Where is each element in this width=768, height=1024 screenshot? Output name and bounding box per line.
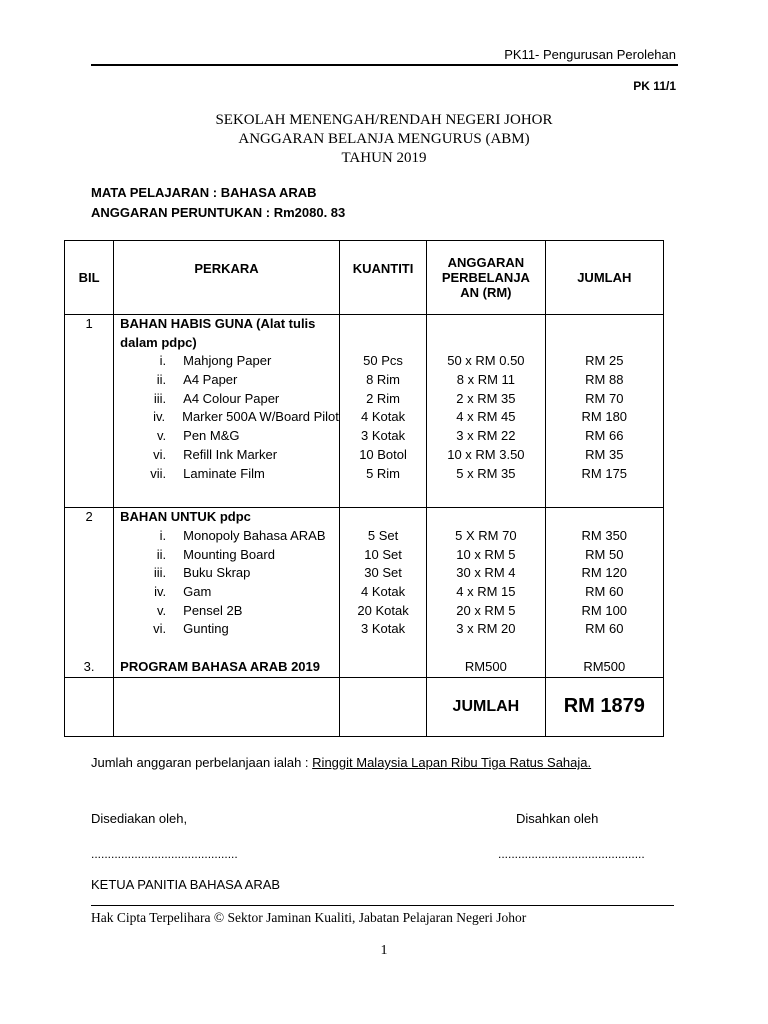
list-item xyxy=(120,352,339,371)
approved-by-label: Disahkan oleh xyxy=(516,811,599,826)
item-name: A4 Paper xyxy=(183,372,238,388)
approved-signature-line: ............................................ xyxy=(498,847,645,861)
section-2-total-cell xyxy=(545,508,663,677)
item-estimate: 3 x RM 20 xyxy=(456,621,516,637)
section-1-total-cell xyxy=(545,315,663,508)
item-name: Laminate Film xyxy=(183,465,265,481)
item-quantity: 30 Set xyxy=(364,565,402,581)
budget-statement xyxy=(91,755,591,770)
item-estimate: 10 x RM 5 xyxy=(456,546,516,562)
total-empty-kuantiti xyxy=(339,677,426,736)
list-item xyxy=(120,527,339,546)
section-1-title-line-1: BAHAN HABIS GUNA (Alat tulis xyxy=(120,316,316,331)
list-item xyxy=(120,620,339,639)
header-text: PK11- Pengurusan Perolehan xyxy=(504,47,676,62)
item-quantity: 4 Kotak xyxy=(361,409,406,425)
item-numeral: ii. xyxy=(156,546,167,562)
item-estimate: 5 X RM 70 xyxy=(455,527,517,543)
item-estimate: 4 x RM 15 xyxy=(456,583,516,599)
list-item xyxy=(120,583,339,602)
program-total: RM500 xyxy=(583,658,626,674)
header-jumlah: JUMLAH xyxy=(545,241,663,315)
section-1-qty-cell xyxy=(339,315,426,508)
title-line-1: SEKOLAH MENENGAH/RENDAH NEGERI JOHOR xyxy=(215,112,553,128)
item-estimate: 10 x RM 3.50 xyxy=(447,446,525,462)
list-item xyxy=(120,446,339,465)
section-2-qty-cell xyxy=(339,508,426,677)
header-rule xyxy=(91,64,678,66)
header-perkara-label: PERKARA xyxy=(194,261,259,276)
program-estimate: RM500 xyxy=(464,658,507,674)
item-quantity: 8 Rim xyxy=(366,372,401,388)
subject-label: MATA PELAJARAN : BAHASA ARAB xyxy=(91,185,317,200)
total-empty-bil xyxy=(65,677,114,736)
item-estimate: 4 x RM 45 xyxy=(456,409,516,425)
header-kuantiti xyxy=(339,241,426,315)
item-name: Marker 500A W/Board Pilot xyxy=(182,409,339,425)
item-name: Mahjong Paper xyxy=(183,353,272,369)
item-total: RM 88 xyxy=(585,372,624,388)
list-item xyxy=(120,602,339,621)
header-anggaran xyxy=(427,241,545,315)
item-numeral: iv. xyxy=(154,583,167,599)
item-estimate: 2 x RM 35 xyxy=(456,390,516,406)
budget-table xyxy=(64,240,664,737)
prepared-by-label: Disediakan oleh, xyxy=(91,811,188,826)
item-estimate: 30 x RM 4 xyxy=(456,565,516,581)
item-numeral: i. xyxy=(159,353,167,369)
list-item xyxy=(120,546,339,565)
footer-rule xyxy=(91,905,674,906)
statement-prefix: Jumlah anggaran perbelanjaan ialah : xyxy=(91,755,313,770)
document-code: PK 11/1 xyxy=(633,79,676,93)
item-name: A4 Colour Paper xyxy=(183,390,280,406)
item-numeral: iii. xyxy=(153,565,167,581)
list-item xyxy=(120,371,339,390)
section-1-title-line-2: dalam pdpc) xyxy=(120,334,197,350)
item-numeral: v. xyxy=(157,428,167,444)
item-numeral: iii. xyxy=(153,390,167,406)
item-estimate: 8 x RM 11 xyxy=(456,372,516,388)
list-item xyxy=(120,564,339,583)
section-2-estimate-cell xyxy=(427,508,545,677)
statement-amount-words: Ringgit Malaysia Lapan Ribu Tiga Ratus Sahaja. xyxy=(312,755,592,770)
header-perkara xyxy=(114,241,340,315)
page-number: 1 xyxy=(380,943,388,958)
header-anggaran-line1: ANGGARAN xyxy=(447,255,525,270)
item-numeral: v. xyxy=(157,602,167,618)
copyright-notice: Hak Cipta Terpelihara © Sektor Jaminan Kualiti, Jabatan Pelajaran Negeri Johor xyxy=(91,910,527,925)
item-estimate: 3 x RM 22 xyxy=(456,428,516,444)
item-name: Pen M&G xyxy=(183,428,240,444)
section-1-estimate-cell xyxy=(427,315,545,508)
item-quantity: 5 Rim xyxy=(366,465,401,481)
item-total: RM 180 xyxy=(581,409,628,425)
header-anggaran-line3: AN (RM) xyxy=(460,285,512,300)
item-numeral: ii. xyxy=(156,372,167,388)
item-name: Pensel 2B xyxy=(183,602,243,618)
allocation-label: ANGGARAN PERUNTUKAN : Rm2080. 83 xyxy=(91,205,346,220)
item-name: Refill Ink Marker xyxy=(183,446,278,462)
item-quantity: 3 Kotak xyxy=(361,428,406,444)
item-quantity: 10 Botol xyxy=(359,446,407,462)
total-label: JUMLAH xyxy=(427,677,545,736)
section-1-number-cell xyxy=(65,315,114,508)
item-numeral: i. xyxy=(159,527,167,543)
item-total: RM 25 xyxy=(585,353,624,369)
section-3-number: 3. xyxy=(83,658,95,674)
title-line-2: ANGGARAN BELANJA MENGURUS (ABM) xyxy=(238,131,530,147)
item-quantity: 10 Set xyxy=(364,546,402,562)
item-name: Gam xyxy=(183,583,212,599)
total-empty-perkara xyxy=(114,677,340,736)
item-total: RM 70 xyxy=(585,390,624,406)
table-row-total xyxy=(65,677,664,736)
item-total: RM 120 xyxy=(581,565,628,581)
section-1-items-cell xyxy=(114,315,340,508)
section-1-number: 1 xyxy=(85,316,93,331)
item-quantity: 4 Kotak xyxy=(361,583,406,599)
item-quantity: 3 Kotak xyxy=(361,621,406,637)
list-item xyxy=(120,408,339,427)
item-quantity: 5 Set xyxy=(367,527,399,543)
table-header-row xyxy=(65,241,664,315)
list-item xyxy=(120,427,339,446)
item-quantity: 20 Kotak xyxy=(357,602,409,618)
total-value: RM 1879 xyxy=(545,677,663,736)
item-total: RM 50 xyxy=(585,546,624,562)
section-2-number-cell xyxy=(65,508,114,677)
item-name: Mounting Board xyxy=(183,546,275,562)
item-total: RM 175 xyxy=(581,465,628,481)
section-2-number: 2 xyxy=(85,509,93,525)
section-2-title: BAHAN UNTUK pdpc xyxy=(120,509,251,525)
item-estimate: 20 x RM 5 xyxy=(456,602,516,618)
item-total: RM 100 xyxy=(581,602,628,618)
item-total: RM 35 xyxy=(585,446,624,462)
item-numeral: vi. xyxy=(153,621,167,637)
header-anggaran-line2: PERBELANJA xyxy=(441,270,530,285)
prepared-signature-line: ............................................ xyxy=(91,847,238,861)
item-numeral: iv. xyxy=(153,409,166,425)
item-total: RM 350 xyxy=(581,527,628,543)
item-name: Monopoly Bahasa ARAB xyxy=(183,527,326,543)
title-line-3: TAHUN 2019 xyxy=(341,150,427,166)
signatory-title: KETUA PANITIA BAHASA ARAB xyxy=(91,877,281,892)
table-row-section-2 xyxy=(65,508,664,677)
list-item xyxy=(120,465,339,484)
item-total: RM 60 xyxy=(585,621,624,637)
section-2-items-cell xyxy=(114,508,340,677)
item-name: Gunting xyxy=(183,621,229,637)
header-bil: BIL xyxy=(65,241,114,315)
item-numeral: vi. xyxy=(153,446,167,462)
header-kuantiti-label: KUANTITI xyxy=(352,261,414,276)
list-item xyxy=(120,390,339,409)
item-name: Buku Skrap xyxy=(183,565,251,581)
item-total: RM 66 xyxy=(585,428,624,444)
program-title: PROGRAM BAHASA ARAB 2019 xyxy=(120,658,320,674)
item-estimate: 5 x RM 35 xyxy=(456,465,516,481)
item-quantity: 50 Pcs xyxy=(363,353,403,369)
table-row-section-1 xyxy=(65,315,664,508)
item-numeral: vii. xyxy=(150,465,167,481)
item-total: RM 60 xyxy=(585,583,624,599)
item-quantity: 2 Rim xyxy=(366,390,401,406)
item-estimate: 50 x RM 0.50 xyxy=(447,353,525,369)
